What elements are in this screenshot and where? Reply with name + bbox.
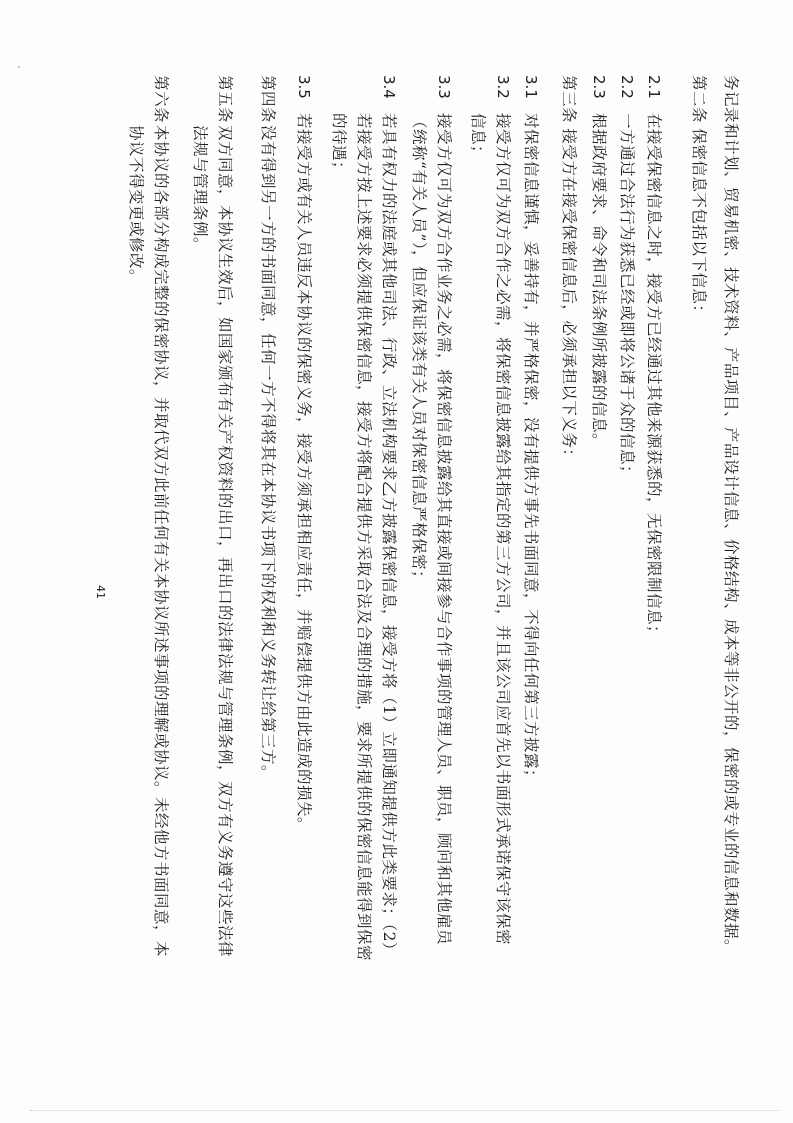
clause-2-1-number: 2.1 [645,75,663,99]
clause-3-2-number: 3.2 [494,75,512,99]
rotated-text-block [51,75,741,1075]
article-5-text-cont: 法规与管理条例。 [191,125,209,254]
clause-3-3-number: 3.3 [435,75,453,99]
page-number: 41 [94,585,107,599]
clause-2-1-text: 在接受保密信息之时，接受方已经通过其他来源获悉的，无保密限制信息； [645,113,663,642]
clause-3-4-number: 3.4 [380,75,398,99]
clause-3-2-text-cont: 信息； [469,113,487,162]
scan-speck [18,66,20,68]
article-3-title: 第三条 接受方在接受保密信息后，必须承担以下义务： [560,75,578,465]
clause-3-5-number: 3.5 [295,75,313,99]
clause-3-1-number: 3.1 [522,75,540,99]
article-5-label: 第五条 [216,75,234,124]
article-6-label: 第六条 [152,75,170,124]
clause-2-2-text: 一方通过合法行为获悉已经或即将公诸于众的信息； [618,113,636,482]
clause-3-4-text: 若具有权力的法庭或其他司法、行政、立法机构要求乙方披露保密信息，接受方将（1）立即通知提供方此类要求；（2） [380,113,398,958]
clause-2-2-number: 2.2 [618,75,636,99]
clause-2-3-number: 2.3 [590,75,608,99]
article-5-text: 双方同意，本协议生效后，如国家颁布有关产权资料的出口，再出口的法律法规与管理条例，双方有义务遵守这些法律 [216,125,234,958]
clause-3-3-text-cont: （统称“有关人员”），但应保证该类有关人员对保密信息严格保密； [410,113,428,587]
article-4-text: 没有得到另一方的书面同意，任何一方不得将其在本协议书项下的权利和义务转让给第三方。 [259,125,277,782]
clause-3-5-text: 若接受方或有关人员违反本协议的保密义务，接受方须承担相应责任，并赔偿提供方由此造成的损失。 [295,113,313,834]
article-4-label: 第四条 [259,75,277,124]
article-6-text: 本协议的各部分构成完整的保密协议，并取代双方此前任何有关本协议所述事项的理解或协议。未经他方书面同意，本 [152,125,170,958]
article-6-text-cont: 协议不得变更或修改。 [127,125,145,286]
clause-3-2-text: 接受方仅可为双方合作之必需，将保密信息披露给其指定的第三方公司，并且该公司应首先以书面形式承诺保守该保密 [494,113,512,946]
clause-3-4-text-cont-2: 的待遇； [330,113,348,178]
clause-3-4-text-cont: 若接受方按上述要求必须提供保密信息，接受方将配合提供方采取合法及合理的措施，要求所提供的保密信息能得到保密 [355,113,373,962]
article-2-title: 第二条 保密信息不包括以下信息： [690,75,708,321]
bottom-margin-line [30,1110,780,1111]
clause-3-1-text: 对保密信息谨慎，妥善持有，并严格保密，没有提供方事先书面同意，不得向任何第三方披露； [522,113,540,786]
intro-text: 务记录和计划、贸易机密、技术资料、产品项目、产品设计信息、价格结构、成本等非公开的，保密的或专业的信息和数据。 [722,75,740,956]
clause-2-3-text: 根据政府要求、命令和司法条例所披露的信息。 [590,113,608,450]
clause-3-3-text: 接受方仅可为双方合作业务之必需，将保密信息披露给其直接或间接参与合作事项的管理人员、职员，顾问和其他雇员 [435,113,453,946]
